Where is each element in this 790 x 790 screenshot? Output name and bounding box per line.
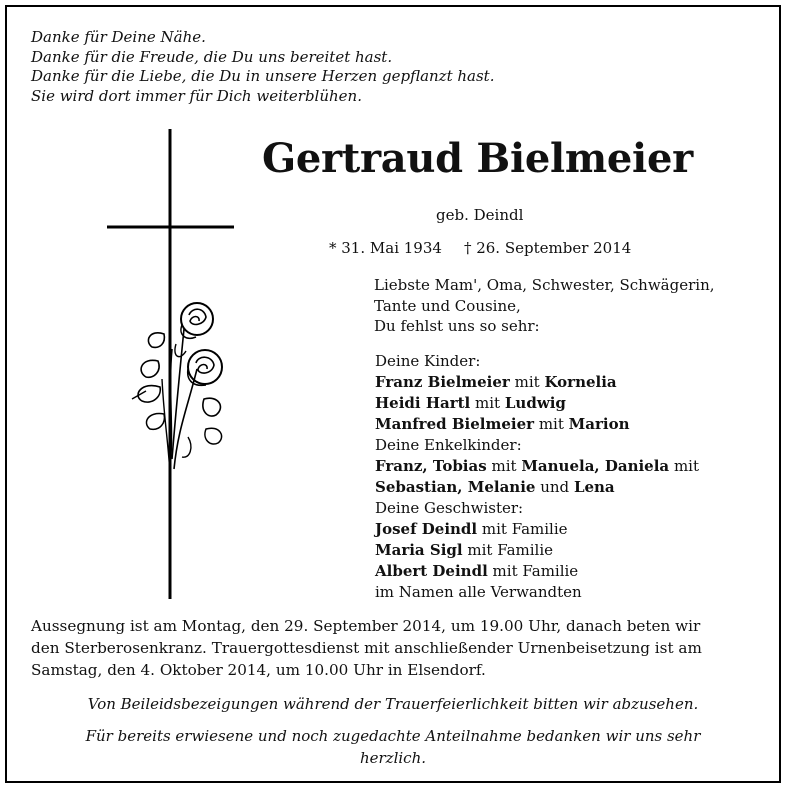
connector: mit Familie [467,541,554,559]
farewell-line: Tante und Cousine, [374,296,521,315]
mourner-name: Lena [573,478,615,496]
connector: mit [538,415,564,433]
connector: und [540,478,570,496]
mourner-name: Heidi Hartl [375,394,471,412]
funeral-line: Aussegnung ist am Montag, den 29. September 2014, um 19.00 Uhr, danach beten wir [31,617,701,635]
maiden-name: geb. Deindl [436,206,524,224]
obituary-notice [5,5,781,783]
mourner-partner: Ludwig [504,394,566,412]
mourner-line [375,477,699,498]
condolence-note: Von Beileidsbezeigungen während der Trauerfeierlichkeit bitten wir abzusehen. [87,695,699,713]
mourner-line [375,414,699,435]
children-heading: Deine Kinder: [375,352,481,370]
mourner-line [375,456,699,477]
poem-line: Danke für die Liebe, die Du in unsere Herzen gepflanzt hast. [31,67,495,85]
grandchildren-heading: Deine Enkelkinder: [375,436,522,454]
cross-with-roses-icon [102,129,242,609]
farewell-text [374,275,715,337]
mourner-name: Maria Sigl [375,541,463,559]
connector: mit Familie [492,562,579,580]
mourner-name: Albert Deindl [375,562,488,580]
siblings-heading: Deine Geschwister: [375,499,524,517]
mourner-line [375,561,699,582]
mourner-name: Sebastian, Melanie [375,478,536,496]
thanks-line: herzlich. [359,749,427,767]
mourner-name: Manuela, Daniela [521,457,670,475]
funeral-line: den Sterberosenkranz. Trauergottesdienst mit anschließender Urnenbeisetzung ist am [31,639,702,657]
connector: mit [491,457,517,475]
mourner-partner: Marion [568,415,630,433]
mourners-list [375,351,699,603]
poem-line: Sie wird dort immer für Dich weiterblühen. [31,86,362,105]
deceased-name: Gertraud Bielmeier [262,135,693,182]
mourner-name: Josef Deindl [375,520,478,538]
funeral-details [31,615,766,681]
mourner-line [375,519,699,540]
connector: mit [673,457,699,475]
mourner-name: Franz, Tobias [375,457,487,475]
birth-date: * 31. Mai 1934 [329,239,442,257]
connector: mit Familie [481,520,568,538]
thanks-note [7,725,779,769]
thanks-line: Für bereits erwiesene und noch zugedachte Anteilnahme bedanken wir uns sehr [85,727,701,745]
poem-line: Danke für die Freude, die Du uns bereitet hast. [31,47,393,66]
funeral-line: Samstag, den 4. Oktober 2014, um 10.00 Uhr in Elsendorf. [31,661,486,679]
connector: mit [475,394,501,412]
farewell-line: Liebste Mam', Oma, Schwester, Schwägerin, [374,276,715,294]
mourner-line [375,393,699,414]
poem-line: Danke für Deine Nähe. [31,28,206,46]
mourner-partner: Kornelia [544,373,617,391]
connector: mit [514,373,540,391]
mourner-line [375,540,699,561]
mourner-name: Manfred Bielmeier [375,415,535,433]
mourner-line [375,372,699,393]
mourner-name: Franz Bielmeier [375,373,510,391]
farewell-line: Du fehlst uns so sehr: [374,317,540,335]
poem [31,28,494,106]
relatives-line: im Namen alle Verwandten [375,583,582,601]
death-date: † 26. September 2014 [463,239,632,257]
life-dates [329,239,631,257]
